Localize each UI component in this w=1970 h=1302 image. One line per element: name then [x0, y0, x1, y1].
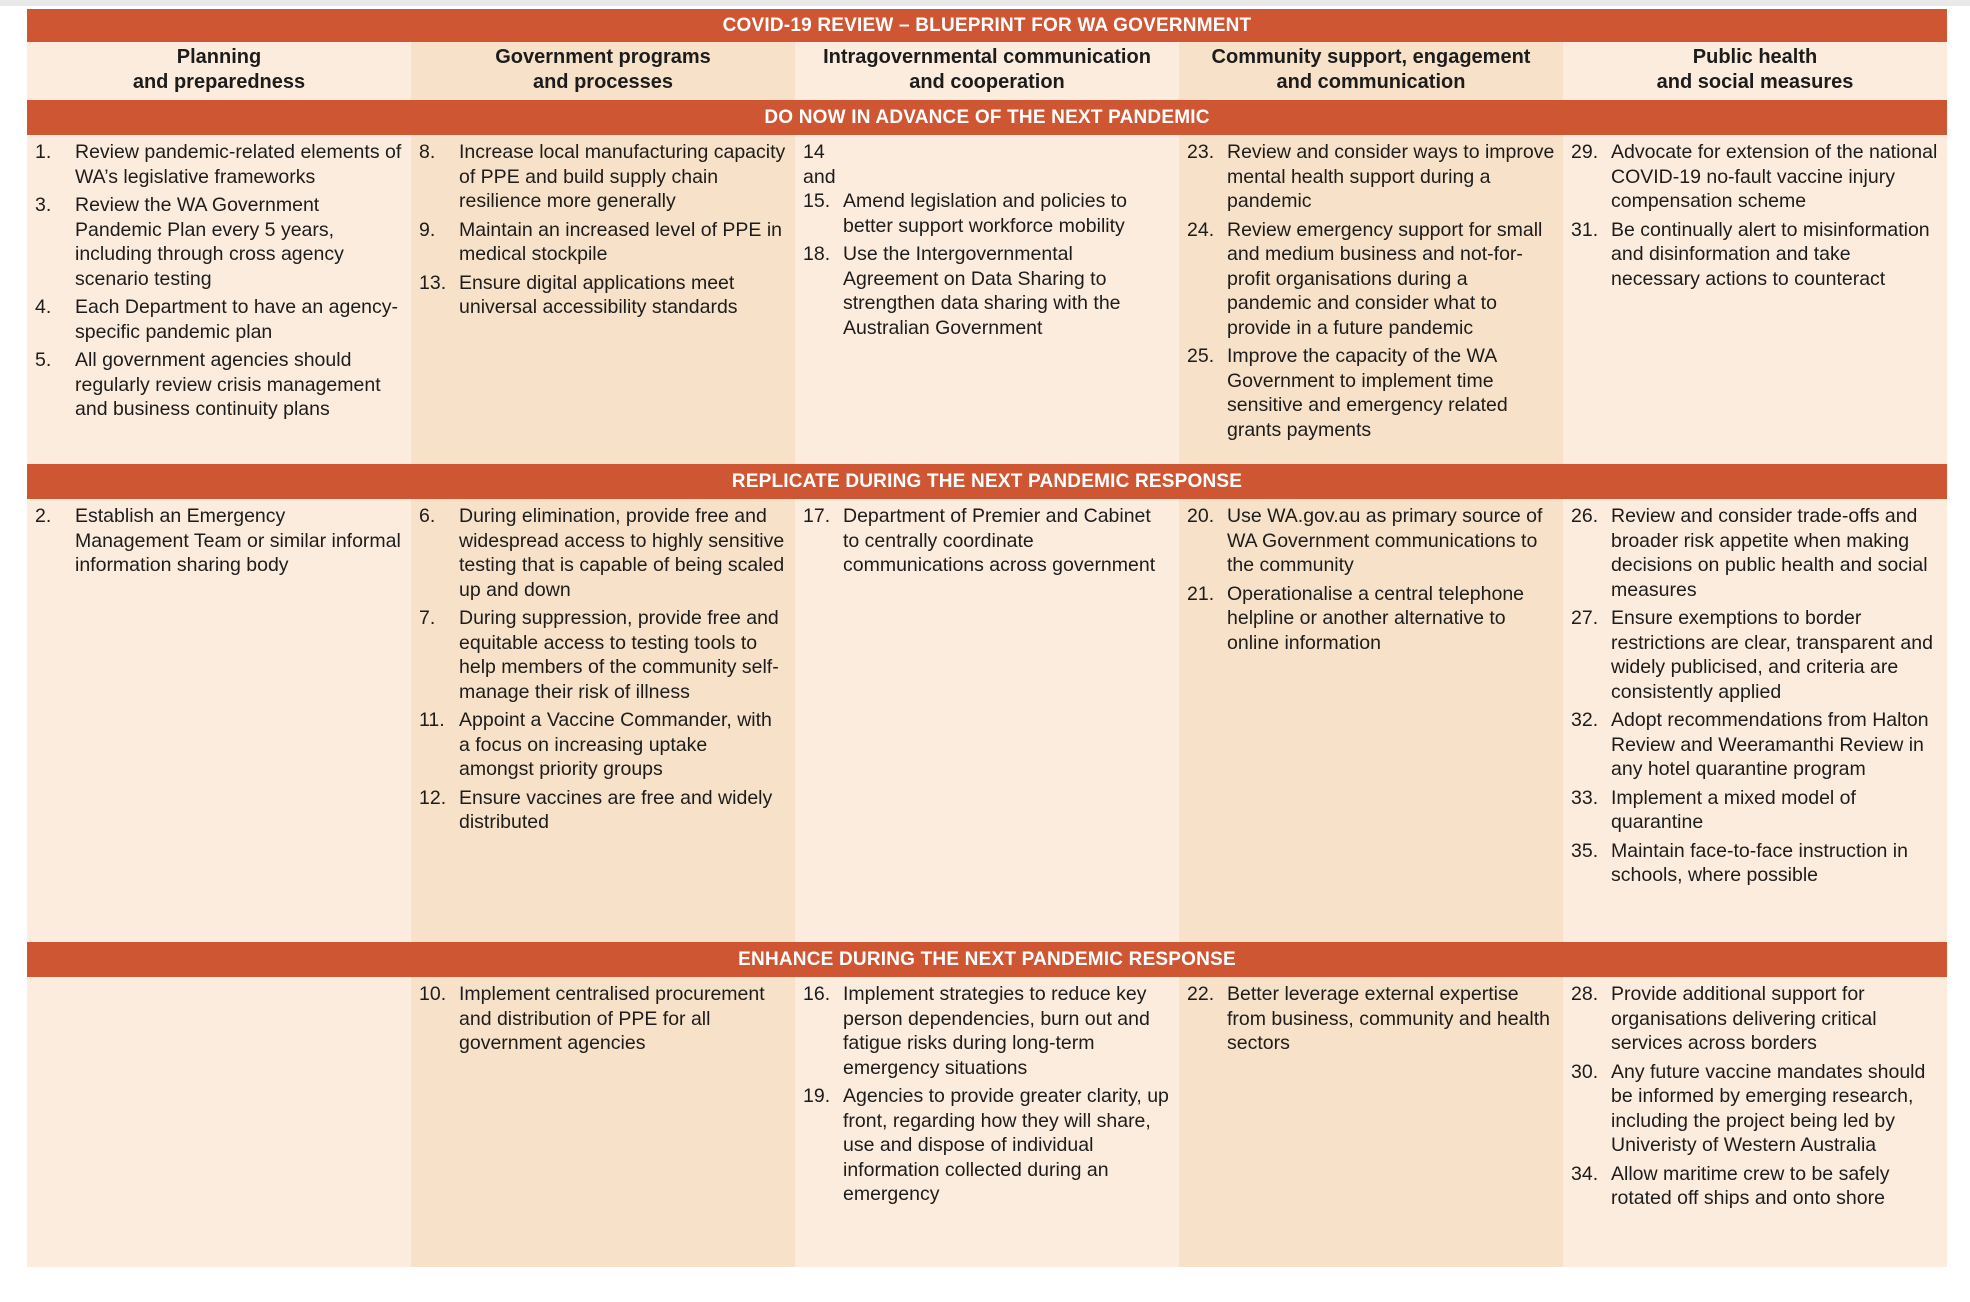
recommendation-number: 6.	[419, 505, 436, 527]
table-cell	[1179, 135, 1563, 464]
recommendation-number: 24.	[1187, 218, 1215, 241]
recommendation-item	[35, 140, 403, 189]
section-row	[27, 135, 1947, 464]
recommendation-number: 18.	[803, 243, 831, 265]
column-header-line: and communication	[1276, 71, 1466, 93]
table-cell	[411, 977, 795, 1267]
recommendation-item	[419, 708, 787, 782]
recommendation-text: During elimination, provide free and widespread access to highly sensitive testing that is capable of being scaled up and down	[459, 505, 785, 601]
recommendation-item	[1187, 582, 1555, 656]
recommendation-item	[1571, 140, 1939, 214]
recommendation-item	[1571, 218, 1939, 292]
table-cell	[27, 977, 411, 1267]
recommendation-item	[419, 140, 787, 214]
recommendation-item	[1571, 708, 1939, 782]
recommendation-text: Maintain face-to-face instruction in schools, where possible	[1611, 839, 1908, 886]
column-header-line: and processes	[532, 71, 674, 93]
recommendation-line	[803, 189, 1171, 238]
recommendation-number: 2.	[35, 505, 52, 527]
column-header-planning	[27, 42, 411, 100]
table-cell	[27, 499, 411, 942]
blueprint-table	[27, 9, 1947, 1267]
recommendation-text: All government agencies should regularly review crisis management and business continuity plans	[75, 349, 381, 420]
recommendation-number: 3.	[35, 194, 52, 216]
recommendation-item	[1571, 504, 1939, 602]
recommendation-number: 30.	[1571, 1060, 1599, 1083]
recommendation-item	[803, 504, 1171, 578]
recommendation-number: 16.	[803, 983, 831, 1005]
recommendation-text: Implement a mixed model of quarantine	[1611, 786, 1856, 833]
recommendation-item	[35, 348, 403, 422]
recommendation-item	[1571, 786, 1939, 835]
recommendation-item	[803, 982, 1171, 1080]
table-cell	[411, 499, 795, 942]
recommendation-text: Allow maritime crew to be safely rotated off ships and onto shore	[1611, 1162, 1890, 1209]
recommendation-number: 31.	[1571, 218, 1599, 241]
recommendation-item	[419, 606, 787, 704]
recommendation-item	[1571, 1162, 1939, 1211]
recommendation-number: 12.	[419, 786, 447, 809]
recommendation-item	[1187, 344, 1555, 442]
recommendation-number: 13.	[419, 271, 447, 294]
recommendation-number: 34.	[1571, 1162, 1599, 1185]
column-header-line: Community support, engagement	[1211, 46, 1531, 68]
section-band: ENHANCE DURING THE NEXT PANDEMIC RESPONSE	[27, 942, 1947, 977]
column-header-community-support	[1179, 42, 1563, 100]
table-cell	[411, 135, 795, 464]
column-header-line: Planning	[176, 46, 262, 68]
table-cell	[1179, 499, 1563, 942]
column-header-line: Public health	[1692, 46, 1818, 68]
recommendation-text: Advocate for extension of the national COVID-19 no-fault vaccine injury compensation scheme	[1611, 141, 1938, 212]
table-cell	[1563, 499, 1947, 942]
section-band: REPLICATE DURING THE NEXT PANDEMIC RESPONSE	[27, 464, 1947, 499]
recommendation-number: 35.	[1571, 839, 1599, 862]
recommendation-item	[1187, 504, 1555, 578]
recommendation-item	[803, 1084, 1171, 1207]
recommendation-item	[1187, 982, 1555, 1056]
recommendation-text: Use the Intergovernmental Agreement on Data Sharing to strengthen data sharing with the Australian Government	[843, 243, 1121, 339]
recommendation-item	[419, 218, 787, 267]
column-header-intragovernmental	[795, 42, 1179, 100]
section-row	[27, 499, 1947, 942]
table-cell	[1179, 977, 1563, 1267]
recommendation-item	[1571, 1060, 1939, 1158]
recommendation-text: Establish an Emergency Management Team or similar informal information sharing body	[75, 505, 401, 576]
table-cell	[1563, 977, 1947, 1267]
section-row	[27, 977, 1947, 1267]
recommendation-text: Provide additional support for organisations delivering critical services across borders	[1611, 983, 1877, 1054]
table-cell	[795, 499, 1179, 942]
recommendation-text: Ensure exemptions to border restrictions are clear, transparent and widely publicised, and criteria are consistently applied	[1611, 607, 1933, 703]
recommendation-item	[419, 271, 787, 320]
recommendation-number: 26.	[1571, 505, 1599, 527]
recommendation-text: Any future vaccine mandates should be informed by emerging research, including the project being led by Univeristy of Western Australia	[1611, 1060, 1926, 1156]
recommendation-number: 11.	[419, 709, 445, 731]
recommendation-item	[35, 295, 403, 344]
recommendation-number: 25.	[1187, 345, 1215, 367]
recommendation-number: 27.	[1571, 607, 1599, 629]
recommendation-number: 22.	[1187, 983, 1215, 1005]
table-title: COVID-19 REVIEW – BLUEPRINT FOR WA GOVERNMENT	[27, 9, 1947, 42]
recommendation-text: Operationalise a central telephone helpline or another alternative to online information	[1227, 582, 1525, 654]
recommendation-text: Be continually alert to misinformation and disinformation and take necessary actions to counteract	[1611, 218, 1930, 290]
sections-container	[27, 100, 1947, 1267]
recommendation-item	[1571, 839, 1939, 888]
recommendation-number: 8.	[419, 141, 436, 163]
recommendation-text: Review and consider trade-offs and broader risk appetite when making decisions on public health and social measures	[1611, 505, 1928, 601]
recommendation-number: 21.	[1187, 582, 1215, 605]
recommendation-item	[1187, 140, 1555, 214]
recommendation-item	[419, 982, 787, 1056]
recommendation-text: Review emergency support for small and medium business and not-for-profit organisations during a pandemic and consider what to provide in a future pandemic	[1227, 218, 1543, 339]
column-header-public-health	[1563, 42, 1947, 100]
column-header-line: and cooperation	[909, 71, 1065, 93]
column-header-line: Government programs	[495, 46, 711, 68]
recommendation-text: Department of Premier and Cabinet to centrally coordinate communications across government	[843, 505, 1156, 576]
recommendation-number: 29.	[1571, 141, 1599, 163]
column-headers	[27, 42, 1947, 100]
recommendation-item	[803, 242, 1171, 340]
recommendation-text: Implement strategies to reduce key person dependencies, burn out and fatigue risks during long-term emergency situations	[843, 983, 1150, 1079]
column-header-government-programs	[411, 42, 795, 100]
recommendation-item	[35, 193, 403, 291]
recommendation-text: Review the WA Government Pandemic Plan every 5 years, including through cross agency scenario testing	[75, 194, 344, 290]
recommendation-item	[1571, 982, 1939, 1056]
recommendation-text: Use WA.gov.au as primary source of WA Government communications to the community	[1227, 505, 1543, 576]
column-header-line: Intragovernmental communication	[823, 46, 1151, 68]
table-cell	[795, 135, 1179, 464]
recommendation-text: Maintain an increased level of PPE in medical stockpile	[459, 218, 783, 265]
recommendation-text: Each Department to have an agency-specific pandemic plan	[75, 296, 399, 343]
section-band: DO NOW IN ADVANCE OF THE NEXT PANDEMIC	[27, 100, 1947, 135]
recommendation-text: Increase local manufacturing capacity of PPE and build supply chain resilience more generally	[459, 141, 786, 212]
column-header-line: and preparedness	[132, 71, 306, 93]
recommendation-text: Amend legislation and policies to better support workforce mobility	[843, 190, 1128, 237]
recommendation-number: 33.	[1571, 786, 1599, 809]
table-cell	[795, 977, 1179, 1267]
recommendation-number: 17.	[803, 505, 831, 527]
recommendation-number: 9.	[419, 218, 436, 241]
recommendation-number: 20.	[1187, 505, 1215, 527]
recommendation-text: Ensure digital applications meet universal accessibility standards	[459, 271, 738, 318]
recommendation-number: 10.	[419, 983, 447, 1005]
recommendation-number: 1.	[35, 141, 52, 163]
recommendation-text: Adopt recommendations from Halton Review and Weeramanthi Review in any hotel quarantine program	[1611, 709, 1929, 780]
recommendation-text: Review pandemic-related elements of WA’s legislative frameworks	[75, 141, 402, 188]
recommendation-text: Review and consider ways to improve mental health support during a pandemic	[1227, 141, 1555, 212]
recommendation-text: Improve the capacity of the WA Government to implement time sensitive and emergency related grants payments	[1227, 345, 1508, 441]
recommendation-number: 19.	[803, 1085, 831, 1107]
recommendation-number: 7.	[419, 607, 436, 629]
recommendation-text: Ensure vaccines are free and widely distributed	[459, 786, 773, 833]
recommendation-item	[1571, 606, 1939, 704]
recommendation-text: Appoint a Vaccine Commander, with a focus on increasing uptake amongst priority groups	[459, 709, 772, 780]
recommendation-text: During suppression, provide free and equitable access to testing tools to help members of the community self-manage their risk of illness	[459, 607, 779, 703]
recommendation-item	[419, 786, 787, 835]
recommendation-number: 5.	[35, 349, 52, 371]
recommendation-item	[1187, 218, 1555, 341]
recommendation-number: 15.	[803, 190, 831, 212]
recommendation-number: 28.	[1571, 983, 1599, 1005]
recommendation-number: 23.	[1187, 141, 1215, 163]
column-header-line: and social measures	[1656, 71, 1854, 93]
recommendation-item	[419, 504, 787, 602]
recommendation-number: 4.	[35, 296, 52, 318]
recommendation-text: Implement centralised procurement and distribution of PPE for all government agencies	[459, 983, 765, 1054]
recommendation-number-joiner: and	[803, 165, 836, 188]
top-rule	[0, 0, 1970, 6]
table-cell	[1563, 135, 1947, 464]
recommendation-number: 14	[803, 141, 825, 163]
table-cell	[27, 135, 411, 464]
recommendation-item	[803, 140, 1171, 238]
recommendation-text: Agencies to provide greater clarity, up front, regarding how they will share, use and dispose of individual information collected during an emergency	[843, 1085, 1169, 1205]
recommendation-item	[35, 504, 403, 578]
recommendation-text: Better leverage external expertise from business, community and health sectors	[1227, 983, 1550, 1054]
recommendation-number: 32.	[1571, 709, 1599, 731]
